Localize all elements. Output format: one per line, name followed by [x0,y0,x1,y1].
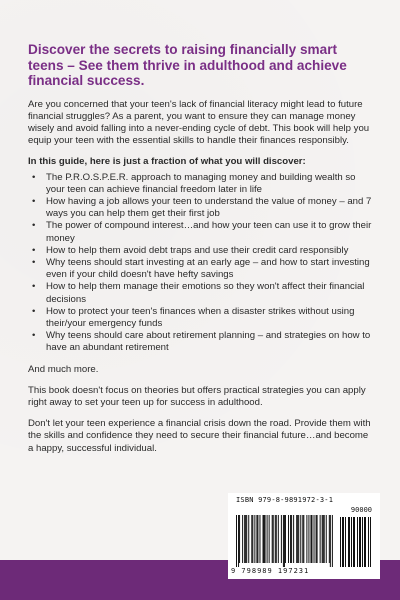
and-more: And much more. [28,363,99,375]
guide-lead: In this guide, here is just a fraction of what you will discover: [28,156,306,168]
barcode-bar [254,515,255,563]
barcode-bar [293,515,294,563]
barcode-addon-bar [365,517,366,567]
barcode-addon-bar [359,517,360,567]
barcode-addon-bar [353,517,354,567]
barcode-addon-bar [343,517,344,567]
barcode-bar [302,515,303,563]
back-cover-text [28,42,374,464]
barcode-bar [278,515,279,563]
barcode-addon-bar [360,517,361,567]
benefit-item: • How to protect your teen's finances when a disaster strikes without using their/your emergency funds [28,306,374,330]
barcode-bar [298,515,299,563]
barcode-bar [251,515,252,563]
barcode-bar [288,515,289,563]
barcode-bar [252,515,253,563]
benefit-item: • How to help them manage their emotions so they won't affect their financial decisions [28,281,374,305]
barcode-bar [326,515,327,563]
barcode-bar [246,515,247,563]
barcode-bar [283,515,284,567]
benefit-item: • Why teens should start investing at an early age – and how to start investing even if your child doesn't have hefty savings [28,257,374,281]
barcode-bar [248,515,249,563]
benefit-list [28,172,374,355]
barcode-bar [281,515,282,563]
barcode-bar [316,515,317,563]
headline: Discover the secrets to raising financially smart teens – See them thrive in adulthood and achieve financial success. [28,42,347,88]
barcode-addon-bar [345,517,346,567]
closing-paragraph: Don't let your teen experience a financial crisis down the road. Provide them with the skills and confidence they need to secure their financial future…and become a happy, successful individual. [28,418,371,454]
barcode-bar [238,515,239,567]
barcode-bar [330,515,331,567]
barcode-addon-bar [348,517,349,567]
barcode-bar [264,515,265,563]
barcode-bar [303,515,304,563]
practical-paragraph: This book doesn't focus on theories but offers practical strategies you can apply right away to set your teen up for success in adulthood. [28,384,366,408]
barcode-bar [332,515,333,567]
barcode-bar [308,515,309,563]
barcode-bar [272,515,273,563]
barcode-bar [276,515,277,563]
barcode-bar [297,515,298,563]
barcode-bar [314,515,315,563]
barcode-box [228,493,380,579]
barcode-addon-bar [340,517,341,567]
barcode-bar [263,515,264,563]
barcode-bar [322,515,323,563]
benefit-item: • How having a job allows your teen to understand the value of money – and 7 ways you can help them get their first job [28,196,374,220]
barcode-bar [245,515,246,563]
benefit-item: • The power of compound interest…and how your teen can use it to grow their money [28,220,374,244]
benefit-item: • The P.R.O.S.P.E.R. approach to managing money and building wealth so your teen can achieve financial freedom later in life [28,172,374,196]
barcode-bar [329,515,330,563]
barcode-bar [324,515,325,563]
barcode-bar [256,515,257,563]
barcode-bar [290,515,291,563]
barcode-bar [257,515,258,563]
barcode-bar [320,515,321,563]
barcode-addon-bar [370,517,371,567]
barcode-bar [273,515,274,563]
barcode-bar [317,515,318,563]
barcode-bar [265,515,266,563]
barcode-addon-bar [342,517,343,567]
barcode-bar [244,515,245,563]
barcode-bar [296,515,297,563]
barcode-bar [285,515,286,563]
ean-digits: 9 798989 197231 [231,567,310,575]
price-code: 90000 [350,506,372,514]
benefit-item: • How to help them avoid debt traps and use their credit card responsibly [28,245,374,257]
barcode-bar [291,515,292,563]
barcode-bar [300,515,301,563]
intro-paragraph: Are you concerned that your teen's lack of financial literacy might lead to future financial struggles? As a parent, you want to ensure they can manage money wisely and avoid falling into a never-ending cycle of debt. This book will help you equip your teen with the essential skills to handle their finances responsibly. [28,98,370,147]
benefit-item: • Why teens should care about retirement planning – and strategies on how to have an abundant retirement [28,330,374,354]
barcode-bar [267,515,268,563]
barcode-bar [311,515,312,563]
barcode-addon-bar [354,517,355,567]
barcode-bar [284,515,285,567]
barcode-addon-bar [357,517,358,567]
barcode-bar [236,515,237,567]
barcode-addon-bar [351,517,352,567]
barcode-addon-bar [349,517,350,567]
barcode-bar [242,515,243,563]
barcode-addon-bar [364,517,365,567]
barcode-bar [269,515,270,563]
barcode-bar [323,515,324,563]
barcode-bar [306,515,307,563]
barcode-bar [239,515,240,563]
isbn-number: ISBN 979-8-9891972-3-1 [236,496,334,504]
barcode-bar [259,515,260,563]
barcode-addon-bar [368,517,369,567]
barcode-bar [310,515,311,563]
barcode-addon-bar [362,517,363,567]
barcode-bar [275,515,276,563]
